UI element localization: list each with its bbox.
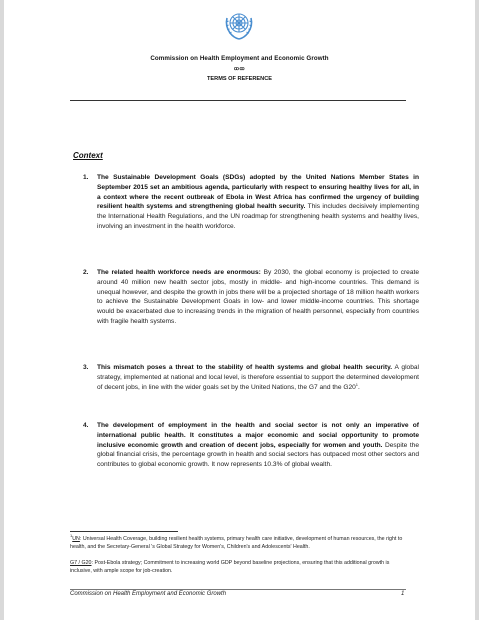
item-number: 3.: [83, 364, 89, 371]
footnote-divider: [70, 531, 178, 532]
footnote-ref[interactable]: 1: [355, 381, 359, 387]
doc-title: TERMS OF REFERENCE: [207, 76, 272, 82]
item-text: This mismatch poses a threat to the stability of health systems and global health security. A global strategy, implemented at national and local level, is therefore essential to support the determined development of decent jobs, in line with the wider goals set by the United Nations, the G7 and the $G20^1$.: [97, 364, 419, 391]
footer-divider: [70, 589, 406, 590]
item-number: 1.: [83, 174, 89, 181]
item-text: The development of employment in the health and social sector is not only an imperative of international public health. It constitutes a major economic and social opportunity to promote inclusive economic growth and creation of decent jobs, especially for women and youth. Despite the global financial crisis, the percentage growth in health and social sectors has outpaced most other sectors and contributes to global economic growth. It now represents 10.3% of global wealth.: [97, 422, 419, 469]
footnote: $^1$UN: Universal Health Coverage, building resilient health systems, primary health care initiative, development of human resources, the right to health, and the Secretary-General 's Global Strategy for Women's, Children's and Adolescents' Health.: [70, 533, 403, 550]
org-title: Commission on Health Employment and Economic Growth: [150, 55, 329, 62]
section-title: Context: [73, 151, 103, 160]
page-number: 1: [401, 591, 405, 597]
item-text: The Sustainable Development Goals (SDGs) adopted by the United Nations Member States in September 2015 set an ambitious agenda, particularly with respect to ensuring healthy lives for all, in a context where the recent outbreak of Ebola in West Africa has confirmed the urgency of building resilient health systems and strengthening global health security. This includes decisively implementing the International Health Regulations, and the UN roadmap for strengthening health systems and healthy lives, involving an investment in the health workforce.: [97, 174, 419, 230]
un-emblem-icon: [222, 8, 256, 42]
header-divider: [70, 100, 406, 101]
header-mark: ꝏꝏ: [233, 66, 246, 72]
item-number: 2.: [83, 269, 89, 276]
footnote: G7 / G20: Post-Ebola strategy; Commitment to increasing world GDP beyond baseline projections, ensuring that this additional growth is inclusive, with ample scope for job-creation.: [70, 560, 390, 574]
item-text: The related health workforce needs are enormous: By 2030, the global economy is projected to create around 40 million new health sector jobs, mostly in middle- and high-income countries. This demand is unequal however, and despite the growth in jobs there will be a projected shortage of 18 million health workers to achieve the Sustainable Development Goals in low- and lower middle-income countries. This shortage would be exacerbated due to increasing trends in the migration of health personnel, especially from countries with fragile health systems.: [97, 269, 419, 325]
footer-title: Commission on Health Employment and Economic Growth: [70, 591, 227, 597]
item-number: 4.: [83, 422, 89, 429]
